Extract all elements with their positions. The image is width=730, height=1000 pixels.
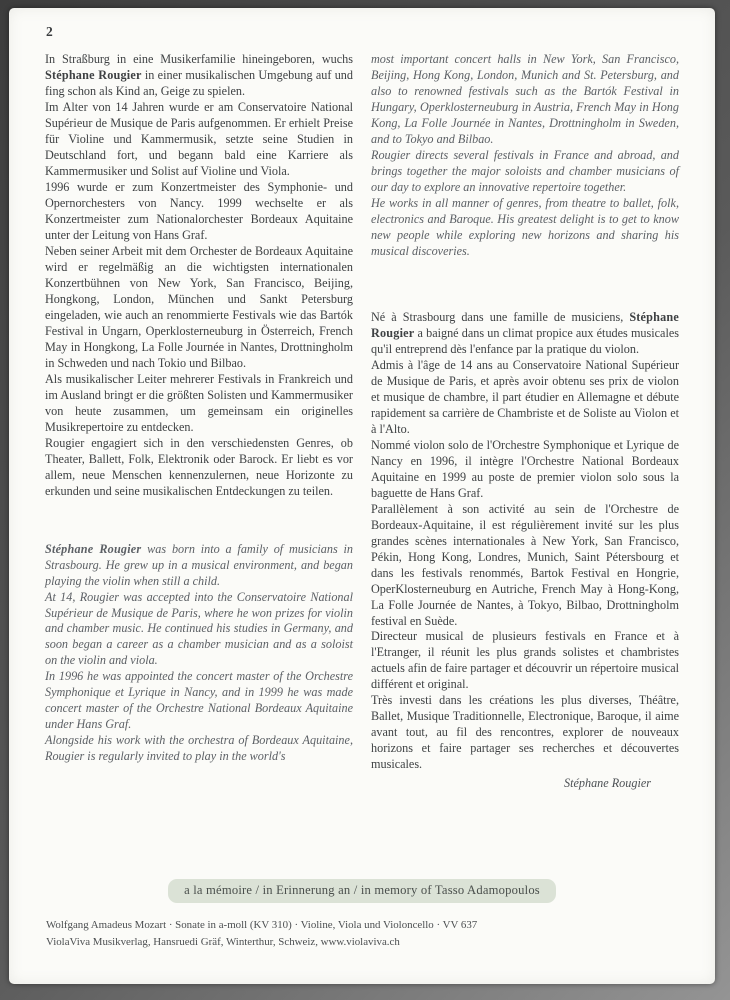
- paragraph-german-5: Als musikalischer Leiter mehrerer Festivals in Frankreich und im Ausland bringt er die größten Solisten und Kammermusiker von heute zusammen, um gemeinsam ein originelles Musikrepertoire zu entdecken.: [45, 371, 353, 434]
- imprint-work-line: Wolfgang Amadeus Mozart · Sonate in a-moll (KV 310) · Violine, Viola und Violoncello · VV 637: [46, 919, 478, 932]
- french-biography-section: [371, 310, 679, 793]
- paragraph-english-6: Rougier directs several festivals in France and abroad, and brings together the major soloists and chamber musicians of our day to explore an innovative repertoire together.: [371, 147, 679, 194]
- english-biography-section-part1: [45, 542, 353, 766]
- right-column: [371, 52, 679, 879]
- paragraph-english-7: He works in all manner of genres, from theatre to ballet, folk, electronics and Baroque. His greatest delight is to get to know new people while exploring new horizons and sharing his musical discoveries.: [371, 195, 679, 258]
- imprint-footer: [9, 917, 715, 950]
- paragraph-french-1: [371, 310, 679, 358]
- text-span: a baigné dans un climat propice aux études musicales qu'il entreprend dès l'enfance par la pratique du violon.: [371, 325, 679, 356]
- left-column: [45, 52, 353, 879]
- paragraph-german-4: Neben seiner Arbeit mit dem Orchester de Bordeaux Aquitaine wird er regelmäßig an die wichtigsten internationalen Konzertbühnen von New York, San Francisco, Beijing, Hongkong, London, München und Sankt Petersburg eingeladen, wie auch an renommierte Festivals wie das Bartók Festival in Ungarn, Operklosterneuburg in Österreich, French May in Hongkong, La Folle Journée in Nantes, Drottningholm in Schweden und nach Tokio und Bilbao.: [45, 243, 353, 370]
- paragraph-english-2: At 14, Rougier was accepted into the Conservatoire National Supérieur de Musique de Paris, where he won prizes for violin and chamber music. He continued his studies in Germany, and soon began a career as a chamber musician and as a soloist on the violin and viola.: [45, 589, 353, 668]
- paragraph-english-4: Alongside his work with the orchestra of Bordeaux Aquitaine, Rougier is regularly invited to play in the world's: [45, 733, 353, 764]
- paragraph-german-1: [45, 52, 353, 100]
- text-span: In Straßburg in eine Musikerfamilie hineingeboren, wuchs: [45, 52, 353, 66]
- author-signature: Stéphane Rougier: [564, 776, 651, 791]
- memorial-dedication: a la mémoire / in Erinnerung an / in memory of Tasso Adamopoulos: [168, 879, 556, 903]
- person-name-bold: Stéphane Rougier: [45, 67, 142, 82]
- paragraph-german-6: Rougier engagiert sich in den verschiedensten Genres, ob Theater, Ballett, Folk, Elektronik oder Barock. Er liebt es vor allem, neue Menschen kennenzulernen, neue Horizonte zu erkunden und seine musikalischen Entdeckungen zu teilen.: [45, 435, 353, 498]
- text-span: was born into a family of musicians in Strasbourg. He grew up in a musical environment, and began playing the violin when still a child.: [45, 541, 354, 588]
- text-span: in einer musikalischen Umgebung auf und fing schon als Kind an, Geige zu spielen.: [45, 67, 353, 98]
- person-name-bold: Stéphane Rougier: [45, 541, 142, 556]
- paragraph-french-3: Nommé violon solo de l'Orchestre Symphonique et Lyrique de Nancy en 1996, il intègre l'Orchestre National Bordeaux Aquitaine en 1999 au poste de premier violon solo sous la baguette de Hans Graf.: [371, 437, 679, 500]
- memorial-row: [9, 879, 715, 903]
- paragraph-german-3: 1996 wurde er zum Konzertmeister des Symphonie- und Opernorchesters von Nancy. 1999 wechselte er als Konzertmeister zum Nationalorchester Bordeaux Aquitaine unter der Leitung von Hans Graf.: [45, 179, 353, 242]
- two-column-text: [9, 52, 715, 879]
- paragraph-english-3: In 1996 he was appointed the concert master of the Orchestre Symphonique et Lyrique in Nancy, and in 1999 he was made concert master of the Orchestre National Bordeaux Aquitaine under Hans Graf.: [45, 669, 353, 732]
- scanned-booklet-page: [9, 8, 715, 984]
- imprint-publisher-line: ViolaViva Musikverlag, Hansruedi Gräf, Winterthur, Schweiz, www.violaviva.ch: [46, 935, 400, 948]
- text-span: Né à Strasbourg dans une famille de musiciens,: [371, 309, 630, 324]
- german-biography-section: [45, 52, 353, 500]
- paragraph-french-2: Admis à l'âge de 14 ans au Conservatoire National Supérieur de Musique de Paris, et après avoir obtenu ses prix de violon et musique de chambre, il part étudier en Allemagne et débute rapidement sa carrière de Chambriste et de Soliste au Violon et à l'Alto.: [371, 357, 679, 436]
- paragraph-german-2: Im Alter von 14 Jahren wurde er am Conservatoire National Supérieur de Musique de Paris aufgenommen. Er erhielt Preise für Violine und Kammermusik, setzte seine Studien in Deutschland fort, und begann bald eine Karriere als Kammermusiker und Solist auf Violine und Viola.: [45, 99, 353, 178]
- paragraph-french-6: Très investi dans les créations les plus diverses, Théâtre, Ballet, Musique Traditionnelle, Electronique, Baroque, il aime avant tout, au fil des rencontres, explorer de nouveaux horizons et faire partager ses recherches et découvertes musicales.: [371, 693, 679, 772]
- paragraph-english-1: [45, 542, 353, 590]
- person-name-bold: Stéphane Rougier: [371, 309, 679, 340]
- paragraph-english-5: most important concert halls in New York, San Francisco, Beijing, Hong Kong, London, Munich and St. Petersburg, and also to renowned festivals such as the Bartók Festival in Hungary, Operklosterneuburg in Austria, French May in Hong Kong, La Folle Journée in Nantes, Drottningholm in Sweden, and to Tokyo and Bilbao.: [371, 52, 679, 146]
- english-biography-section-part2: [371, 52, 679, 260]
- page-number: 2: [46, 24, 53, 39]
- paragraph-french-5: Directeur musical de plusieurs festivals en France et à l'Etranger, il réunit les plus grands solistes et chambristes actuels afin de faire partager et découvrir un répertoire musical différent et original.: [371, 629, 679, 692]
- paragraph-french-4: Parallèlement à son activité au sein de l'Orchestre de Bordeaux-Aquitaine, il est régulièrement invité sur les plus grandes scènes internationales à New York, San Francisco, Pékin, Hong Kong, Londres, Munich, Saint Pétersbourg et dans les festivals renommés, Bartok Festival en Hongrie, OperKlosterneuburg en Autriche, French May à Hong-Kong, La Folle Journée de Nantes, à Tokyo, Bilbao, Drottningholm festival en Suède.: [371, 501, 679, 628]
